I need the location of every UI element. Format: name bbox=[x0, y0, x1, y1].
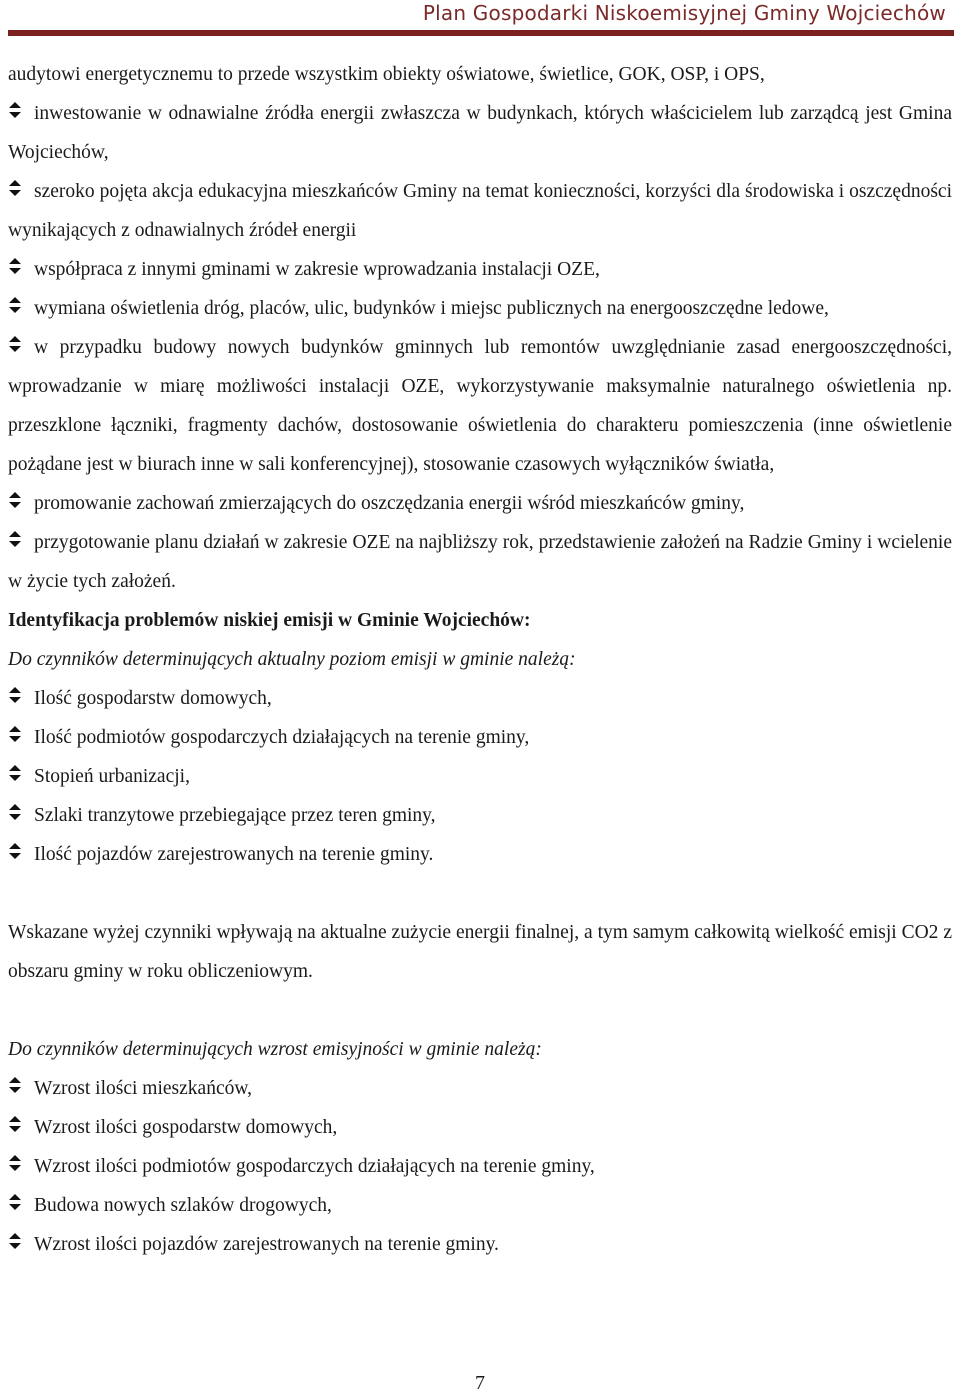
double-arrow-icon bbox=[8, 296, 22, 316]
page-header bbox=[0, 0, 960, 40]
double-arrow-icon bbox=[8, 803, 22, 823]
growth-factors-list bbox=[8, 1069, 952, 1264]
page-number: 7 bbox=[475, 1372, 485, 1394]
document-body bbox=[8, 55, 952, 1264]
list-item: Wzrost ilości pojazdów zarejestrowanych na terenie gminy. bbox=[8, 1225, 952, 1264]
list-item: Wzrost ilości gospodarstw domowych, bbox=[8, 1108, 952, 1147]
double-arrow-icon bbox=[8, 530, 22, 550]
double-arrow-icon bbox=[8, 1193, 22, 1213]
list-item: Ilość gospodarstw domowych, bbox=[8, 679, 952, 718]
list-item: Stopień urbanizacji, bbox=[8, 757, 952, 796]
header-rule bbox=[8, 30, 954, 36]
list-item: wymiana oświetlenia dróg, placów, ulic, budynków i miejsc publicznych na energooszczędne ledowe, bbox=[8, 289, 952, 328]
double-arrow-icon bbox=[8, 764, 22, 784]
double-arrow-icon bbox=[8, 842, 22, 862]
list-item: przygotowanie planu działań w zakresie OZE na najbliższy rok, przedstawienie założeń na Radzie Gminy i wcielenie w życie tych założeń. bbox=[8, 532, 952, 592]
double-arrow-icon bbox=[8, 686, 22, 706]
list-item: współpraca z innymi gminami w zakresie wprowadzania instalacji OZE, bbox=[8, 250, 952, 289]
double-arrow-icon bbox=[8, 179, 22, 199]
list-item: Wzrost ilości mieszkańców, bbox=[8, 1069, 952, 1108]
double-arrow-icon bbox=[8, 101, 22, 121]
double-arrow-icon bbox=[8, 1115, 22, 1135]
double-arrow-icon bbox=[8, 1076, 22, 1096]
document-title: Plan Gospodarki Niskoemisyjnej Gminy Wojciechów bbox=[422, 1, 946, 25]
actions-list bbox=[8, 94, 952, 601]
growth-factors-intro: Do czynników determinujących wzrost emisyjności w gminie należą: bbox=[8, 1039, 542, 1060]
list-item: w przypadku budowy nowych budynków gminnych lub remontów uwzględnianie zasad energooszczędności, wprowadzanie w miarę możliwości instalacji OZE, wykorzystywanie maksymalnie naturalnego oświetlenia np. przeszklone łączniki, fragmenty dachów, dostosowanie oświetlenia do charakteru pomieszczenia (inne oświetlenie pożądane jest w biurach inne w sali konferencyjnej), stosowanie czasowych wyłączników światła, bbox=[8, 337, 952, 475]
double-arrow-icon bbox=[8, 1154, 22, 1174]
list-item: Ilość podmiotów gospodarczych działających na terenie gminy, bbox=[8, 718, 952, 757]
list-item: Szlaki tranzytowe przebiegające przez teren gminy, bbox=[8, 796, 952, 835]
intro-paragraph: audytowi energetycznemu to przede wszystkim obiekty oświatowe, świetlice, GOK, OSP, i OPS, bbox=[8, 64, 765, 85]
spacer bbox=[8, 874, 952, 913]
section-heading: Identyfikacja problemów niskiej emisji w Gminie Wojciechów: bbox=[8, 610, 531, 631]
current-factors-intro: Do czynników determinujących aktualny poziom emisji w gminie należą: bbox=[8, 649, 576, 670]
list-item: Wzrost ilości podmiotów gospodarczych działających na terenie gminy, bbox=[8, 1147, 952, 1186]
summary-paragraph: Wskazane wyżej czynniki wpływają na aktualne zużycie energii finalnej, a tym samym całkowitą wielkość emisji CO2 z obszaru gminy w roku obliczeniowym. bbox=[8, 922, 952, 982]
double-arrow-icon bbox=[8, 1232, 22, 1252]
double-arrow-icon bbox=[8, 257, 22, 277]
double-arrow-icon bbox=[8, 491, 22, 511]
current-factors-list bbox=[8, 679, 952, 874]
list-item: promowanie zachowań zmierzających do oszczędzania energii wśród mieszkańców gminy, bbox=[8, 484, 952, 523]
list-item: Budowa nowych szlaków drogowych, bbox=[8, 1186, 952, 1225]
double-arrow-icon bbox=[8, 335, 22, 355]
list-item: inwestowanie w odnawialne źródła energii zwłaszcza w budynkach, których właścicielem lub zarządcą jest Gmina Wojciechów, bbox=[8, 103, 952, 163]
double-arrow-icon bbox=[8, 725, 22, 745]
list-item: Ilość pojazdów zarejestrowanych na terenie gminy. bbox=[8, 835, 952, 874]
list-item: szeroko pojęta akcja edukacyjna mieszkańców Gminy na temat konieczności, korzyści dla środowiska i oszczędności wynikających z odnawialnych źródeł energii bbox=[8, 181, 952, 241]
spacer bbox=[8, 991, 952, 1030]
